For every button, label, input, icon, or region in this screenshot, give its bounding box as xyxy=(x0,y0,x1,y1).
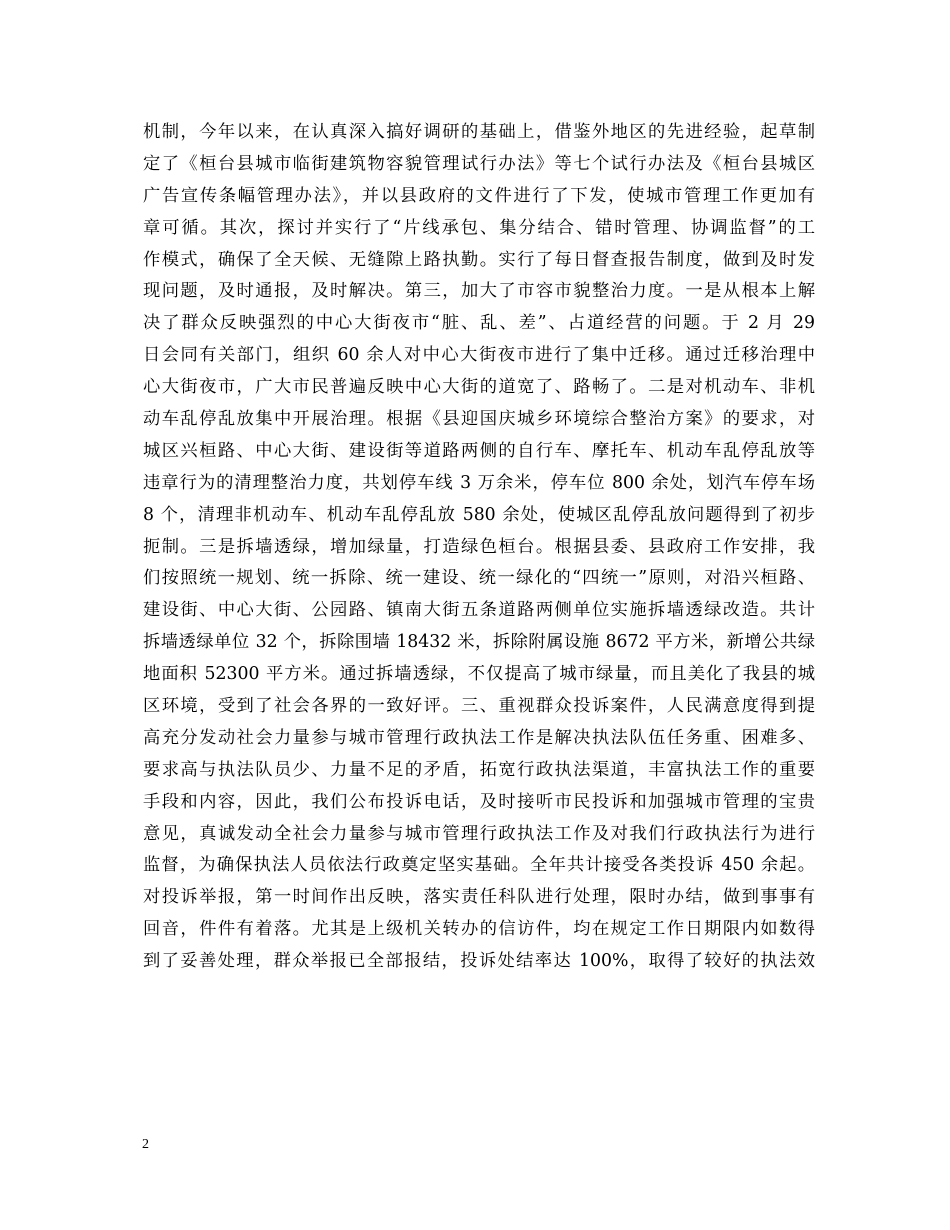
text-line: 区环境，受到了社会各界的一致好评。三、重视群众投诉案件，人民满意度得到提 xyxy=(143,696,815,717)
text-line: 决了群众反映强烈的中心大街夜市“脏、乱、差”、占道经营的问题。于 2 月 29 xyxy=(143,313,815,334)
text-line: 高充分发动社会力量参与城市管理行政执法工作是解决执法队伍任务重、困难多、 xyxy=(143,727,815,748)
text-line: 到了妥善处理，群众举报已全部报结，投诉处结率达 100%，取得了较好的执法效 xyxy=(143,951,815,972)
body-text xyxy=(143,117,815,978)
text-line: 对投诉举报，第一时间作出反映，落实责任科队进行处理，限时办结，做到事事有 xyxy=(143,887,815,908)
text-line: 章可循。其次，探讨并实行了“片线承包、集分结合、错时管理、协调监督”的工 xyxy=(143,217,815,238)
text-line: 广告宣传条幅管理办法》，并以县政府的文件进行了下发，使城市管理工作更加有 xyxy=(143,185,815,206)
page-number: 2 xyxy=(142,1137,149,1152)
text-line: 要求高与执法队员少、力量不足的矛盾，拓宽行政执法渠道，丰富执法工作的重要 xyxy=(143,759,815,780)
text-line: 回音，件件有着落。尤其是上级机关转办的信访件，均在规定工作日期限内如数得 xyxy=(143,919,815,940)
text-line: 动车乱停乱放集中开展治理。根据《县迎国庆城乡环境综合整治方案》的要求，对 xyxy=(143,409,815,430)
text-line: 8 个，清理非机动车、机动车乱停乱放 580 余处，使城区乱停乱放问题得到了初步 xyxy=(143,504,815,525)
text-line: 日会同有关部门，组织 60 余人对中心大街夜市进行了集中迁移。通过迁移治理中 xyxy=(143,345,815,366)
text-line: 监督，为确保执法人员依法行政奠定坚实基础。全年共计接受各类投诉 450 余起。 xyxy=(143,855,815,876)
text-line: 心大街夜市，广大市民普遍反映中心大街的道宽了、路畅了。二是对机动车、非机 xyxy=(143,377,815,398)
text-line: 意见，真诚发动全社会力量参与城市管理行政执法工作及对我们行政执法行为进行 xyxy=(143,823,815,844)
text-line: 城区兴桓路、中心大街、建设街等道路两侧的自行车、摩托车、机动车乱停乱放等 xyxy=(143,440,815,461)
text-line: 定了《桓台县城市临街建筑物容貌管理试行办法》等七个试行办法及《桓台县城区 xyxy=(143,153,815,174)
text-line: 扼制。三是拆墙透绿，增加绿量，打造绿色桓台。根据县委、县政府工作安排，我 xyxy=(143,536,815,557)
text-line: 现问题，及时通报，及时解决。第三，加大了市容市貌整治力度。一是从根本上解 xyxy=(143,281,815,302)
text-line: 建设街、中心大街、公园路、镇南大街五条道路两侧单位实施拆墙透绿改造。共计 xyxy=(143,600,815,621)
text-line: 拆墙透绿单位 32 个，拆除围墙 18432 米，拆除附属设施 8672 平方米，新增公共绿 xyxy=(143,632,815,653)
text-line: 手段和内容，因此，我们公布投诉电话，及时接听市民投诉和加强城市管理的宝贵 xyxy=(143,791,815,812)
text-line: 违章行为的清理整治力度，共划停车线 3 万余米，停车位 800 余处，划汽车停车场 xyxy=(143,472,815,493)
text-line: 机制，今年以来，在认真深入搞好调研的基础上，借鉴外地区的先进经验，起草制 xyxy=(143,122,815,142)
text-line: 们按照统一规划、统一拆除、统一建设、统一绿化的“四统一”原则，对沿兴桓路、 xyxy=(143,568,815,589)
text-line: 作模式，确保了全天候、无缝隙上路执勤。实行了每日督查报告制度，做到及时发 xyxy=(143,249,815,270)
text-line: 地面积 52300 平方米。通过拆墙透绿，不仅提高了城市绿量，而且美化了我县的城 xyxy=(143,664,815,685)
